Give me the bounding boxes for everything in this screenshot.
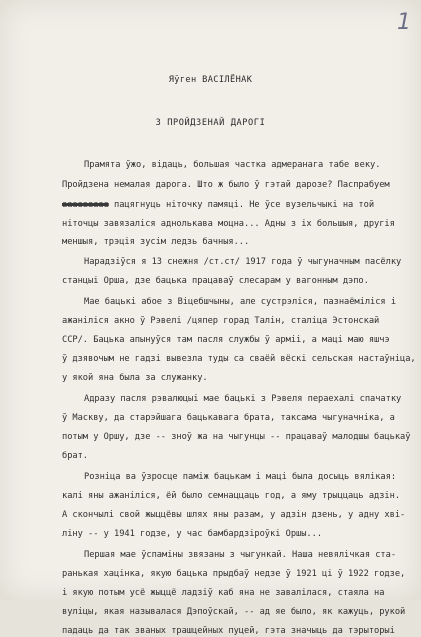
text-line: ў дзявочым не гадзі вывезла туды са сваёй вёскі сельская настаўніца, [62, 354, 416, 364]
text-line: меншыя, трэція зусім ледзь бачныя... [62, 237, 250, 247]
text-line: Адразу пасля рэвалюцыі мае бацькі з Рэвеля пераехалі спачатку [84, 394, 402, 404]
text-line: ажаніліся акно ў Рэвелі /цяпер горад Талін, сталіца Эстонскай [62, 316, 380, 326]
text-line: Прамята ўжо, відаць, большая частка адмеранага табе веку. [84, 160, 381, 170]
text-line: вуліцы, якая называлася Дэпоўскай, -- ад яе было, як кажуць, рукой [62, 607, 406, 617]
text-line: ССР/. Бацька апынуўся там пасля службы ў арміі, а маці маю яшчэ [62, 335, 390, 345]
text-line: Розніца ва ўзросце паміж бацькам і маці была досыць вялікая: [84, 472, 397, 482]
text-line: калі яны ажаніліся, ёй было семнаццаць год, а яму трыццаць адзін. [62, 491, 401, 501]
struck-out-word: ааааааааа [62, 200, 109, 210]
text-line: Мае бацькі абое з Віцебшчыны, але сустрэліся, пазнаёміліся і [84, 297, 397, 307]
text-line: ліну -- у 1941 годзе, у час бамбардзіроўкі Оршы... [62, 529, 323, 539]
author-heading: Яўген ВАСІЛЁНАК [168, 75, 253, 85]
text-line: потым у Оршу, дзе -- зноў жа на чыгунцы -- працаваў малодшы бацькаў [62, 432, 411, 442]
chapter-title: З ПРОЙДЗЕНАЙ ДАРОГІ [155, 118, 266, 128]
handwritten-page-number: 1 [397, 10, 411, 35]
text-line: Першая мае ўспаміны звязаны з чыгункай. Наша невялічкая ста- [84, 550, 397, 560]
text-line: Пройдзена немалая дарога. Што ж было ў гэтай дарозе? Паспрабуем [62, 180, 390, 190]
text-line: ніточцы завязаліся аднолькава моцна... Адны з іх большыя, другія [62, 219, 395, 229]
text-line [62, 200, 374, 211]
text-line: ранькая хацінка, якую бацька прыдбаў недзе ў 1921 ці ў 1922 годзе, [62, 569, 406, 579]
text-line: у якой яна была за служанку. [62, 373, 208, 383]
text-line: і якую потым усё жыццё ладзіў каб яна не завалілася, стаяла на [62, 588, 385, 598]
text-line: А скончылі свой жыццёвы шлях яны разам, у адзін дзень, у адну хві- [62, 510, 406, 520]
text-line: падаць да так званых трашцейных пуцей, гэта значыць да тэрыторыі [62, 626, 395, 636]
text-line: брат. [62, 451, 89, 461]
text-line: станцыі Орша, дзе бацька працаваў слесарам у вагонным дэпо. [62, 276, 369, 286]
text-line: Нарадзіўся я 13 снежня /ст.ст/ 1917 года ў чыгуначным пасёлку [84, 257, 402, 267]
text-line: ў Маскву, да старэйшага бацькавага брата, таксама чыгуначніка, а [62, 413, 395, 423]
line-remainder: пацягнуць ніточку памяці. Не ўсе вузельчыкі на той [108, 200, 375, 210]
